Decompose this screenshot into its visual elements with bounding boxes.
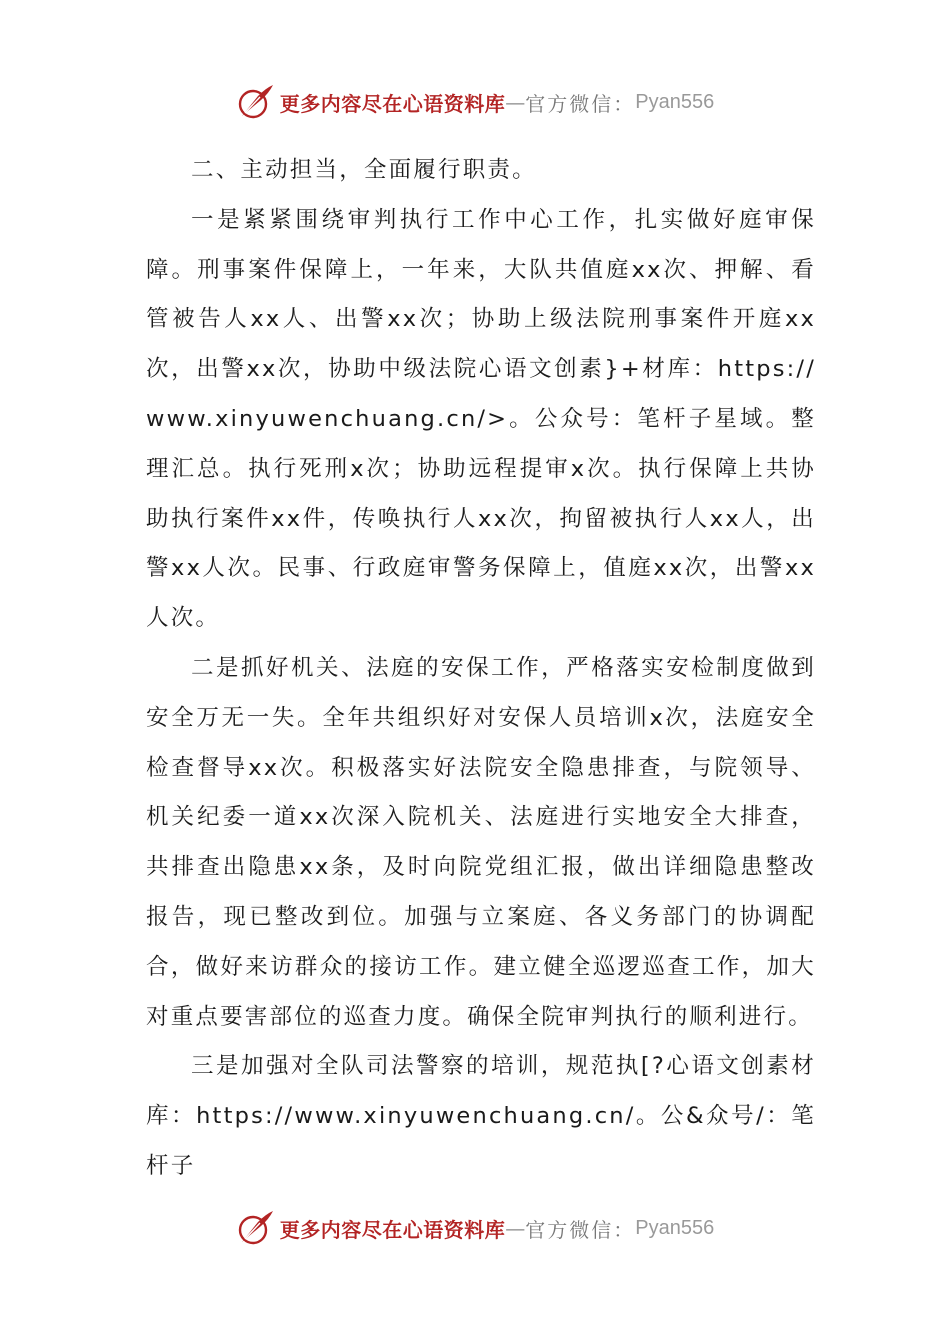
footer-banner xyxy=(0,1208,950,1248)
header-brand-text: 更多内容尽在心语资料库 xyxy=(279,91,506,116)
paragraph-training: 三是加强对全队司法警察的培训，规范执[?心语文创素材库：https://www.xinyuwenchuang.cn/。公&众号/：笔杆子 xyxy=(146,1053,816,1179)
footer-wechat-id: Pyan556 xyxy=(635,1216,715,1239)
header-banner xyxy=(0,82,950,122)
header-wechat-id: Pyan556 xyxy=(635,90,715,113)
paragraph-trial-support: 一是紧紧围绕审判执行工作中心工作，扎实做好庭审保障。刑事案件保障上，一年来，大队共值庭xx次、押解、看管被告人xx人、出警xx次；协助上级法院刑事案件开庭xx次，出警xx次，协助中级法院心语文创素}+材库：https://www.xinyuwenchuang.cn/>。公众号：笔杆子星域。整理汇总。执行死刑x次；协助远程提审x次。执行保障上共协助执行案件xx件，传唤执行人xx次，拘留被执行人xx人，出警xx人次。民事、行政庭审警务保障上，值庭xx次，出警xx人次。 xyxy=(146,206,816,632)
footer-brand-text: 更多内容尽在心语资料库 xyxy=(279,1217,506,1242)
footer-dash: — xyxy=(505,1216,526,1240)
quill-logo-icon xyxy=(236,82,276,122)
quill-logo-icon xyxy=(236,1208,276,1248)
footer-wechat-label: 官方微信： xyxy=(525,1217,636,1242)
paragraph-security: 二是抓好机关、法庭的安保工作，严格落实安检制度做到安全万无一失。全年共组织好对安保人员培训x次，法庭安全检查督导xx次。积极落实好法院安全隐患排查，与院领导、机关纪委一道xx次深入院机关、法庭进行实地安全大排查，共排查出隐患xx条，及时向院党组汇报，做出详细隐患整改报告，现已整改到位。加强与立案庭、各义务部门的协调配合，做好来访群众的接访工作。建立健全巡逻巡查工作，加大对重点要害部位的巡查力度。确保全院审判执行的顺利进行。 xyxy=(146,654,816,1030)
section-heading: 二、主动担当，全面履行职责。 xyxy=(191,157,537,183)
document-body xyxy=(146,146,816,1192)
header-dash: — xyxy=(505,90,526,114)
header-wechat-label: 官方微信： xyxy=(525,91,636,116)
